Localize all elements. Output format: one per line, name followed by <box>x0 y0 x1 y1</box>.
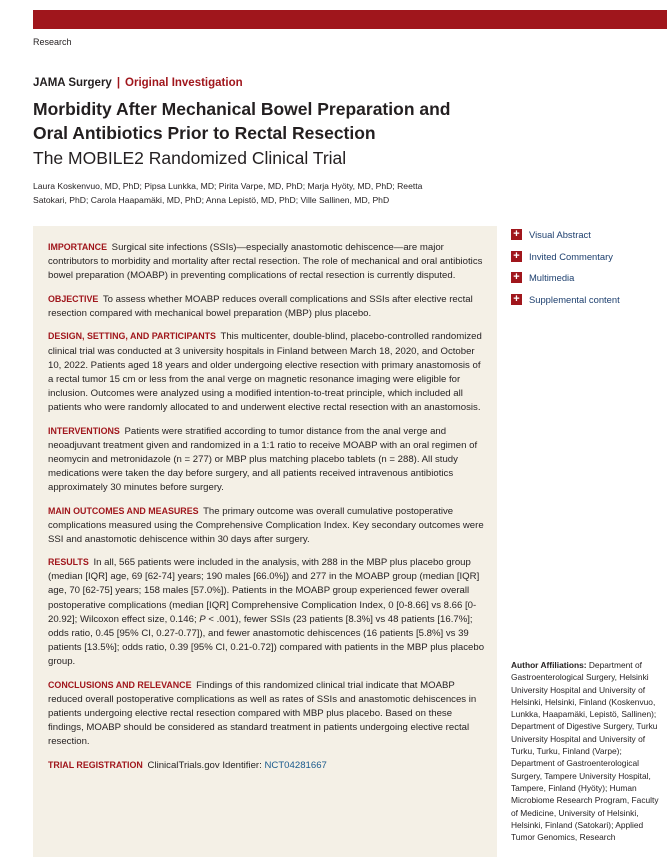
abstract-text: < .001), fewer SSIs (23 patients [8.3%] vs 48 patients [16.7%]; odds ratio, 0.45 [95% CI, 0.27-0.77]), and fewer anastomotic dehiscences (16 patients [5.8%] vs 39 patients [13.5%]; odds ratio, 0.39 [95% CI, 0.21-0.72]) compared with patients in the MBP plus placebo group. <box>48 613 485 667</box>
abstract-heading: IMPORTANCE <box>48 242 107 252</box>
affiliations-heading: Author Affiliations: <box>511 660 587 670</box>
article-type: Original Investigation <box>125 77 243 89</box>
sidebar-link-supplemental-content[interactable] <box>511 289 667 311</box>
abstract-objective <box>48 292 485 321</box>
section-label: Research <box>33 37 72 47</box>
abstract-text: Findings of this randomized clinical trial indicate that MOABP reduced overall postoperative complications as well as rates of SSIs and anastomotic dehiscences in patients undergoing elective rectal resection compared with MBP plus placebo. Based on these findings, MOABP should be considered as standard treatment in patients undergoing elective rectal resection. <box>48 679 477 747</box>
author-affiliations <box>511 659 659 843</box>
abstract-registration <box>48 758 485 773</box>
article-subtitle: The MOBILE2 Randomized Clinical Trial <box>33 148 347 168</box>
abstract-design <box>48 329 485 415</box>
sidebar-link-visual-abstract[interactable] <box>511 224 667 246</box>
abstract-text: ClinicalTrials.gov Identifier: <box>147 759 265 771</box>
sidebar-links <box>511 224 667 310</box>
header-color-bar <box>33 10 667 29</box>
plus-icon: + <box>511 272 522 283</box>
journal-separator: | <box>116 77 121 89</box>
abstract-text: Surgical site infections (SSIs)—especially anastomotic dehiscence—are major contributors to morbidity and mortality after rectal resection. The role of mechanical and oral antibiotics bowel preparation (MOABP) in preventing complications of rectal resection is currently disputed. <box>48 242 483 282</box>
abstract-heading: DESIGN, SETTING, AND PARTICIPANTS <box>48 331 216 342</box>
author-list: Laura Koskenvuo, MD, PhD; Pipsa Lunkka, MD; Pirita Varpe, MD, PhD; Marja Hyöty, MD, PhD; Reetta Satokari, PhD; Carola Haapamäki, MD, PhD; Anna Lepistö, MD, PhD; Ville Sallinen, MD, PhD <box>33 181 423 205</box>
abstract-text: In all, 565 patients were included in the analysis, with 288 in the MBP plus placebo group (median [IQR] age, 69 [62-74] years; 190 males [66.0%]) and 277 in the MOABP group (median [IQR] age, 70 [62-75] years; 158 males [57.0%]). Patients in the MOABP group experienced fewer overall postoperative complications (median [IQR] Comprehensive Complication Index, 0 [0-8.66] vs 8.66 [0-20.92]; Wilcoxon effect size, 0.146; <box>48 557 480 625</box>
abstract-heading: INTERVENTIONS <box>48 425 120 436</box>
abstract-text: To assess whether MOABP reduces overall complications and SSIs after elective rectal resection compared with mechanical bowel preparation (MBP) plus placebo. <box>48 293 473 319</box>
abstract-conclusions <box>48 678 485 749</box>
abstract-box <box>33 226 497 857</box>
abstract-results <box>48 555 485 669</box>
abstract-heading: RESULTS <box>48 557 89 568</box>
plus-icon: + <box>511 294 522 305</box>
trial-registration-link[interactable]: NCT04281667 <box>264 759 327 771</box>
journal-name: JAMA Surgery <box>33 77 112 89</box>
abstract-heading: OBJECTIVE <box>48 293 99 304</box>
sidebar-link-label: Visual Abstract <box>529 229 591 241</box>
abstract-heading: CONCLUSIONS AND RELEVANCE <box>48 679 192 690</box>
sidebar-link-label: Invited Commentary <box>529 250 613 262</box>
sidebar-link-label: Multimedia <box>529 272 575 284</box>
abstract-text: Patients were stratified according to tumor distance from the anal verge and neoadjuvant treatment given and randomized in a 1:1 ratio to receive MOABP with an oral regimen of neomycin and metronidazole (n = 277) or MBP plus matching placebo tablets (n = 288). All study medications were taken the day before surgery, and all patients received intravenous antibiotics approximately 30 minutes before surgery. <box>48 425 478 493</box>
abstract-outcomes <box>48 504 485 547</box>
p-value-symbol: P <box>199 613 206 625</box>
article-title: Morbidity After Mechanical Bowel Preparation and Oral Antibiotics Prior to Rectal Resection <box>33 99 451 143</box>
abstract-content <box>48 240 485 781</box>
abstract-heading: MAIN OUTCOMES AND MEASURES <box>48 505 199 516</box>
abstract-heading: TRIAL REGISTRATION <box>48 759 143 770</box>
abstract-importance <box>48 240 485 283</box>
affiliations-text: Department of Gastroenterological Surgery, Helsinki University Hospital and University of Helsinki, Helsinki, Finland (Koskenvuo, Lunkka, Haapamäki, Lepistö, Sallinen); Department of Digestive Surgery, Turku University Hospital and University of Turku, Turku, Finland (Varpe); Department of Gastroenterological Surgery, Tampere University Hospital, Tampere, Finland (Hyöty); Human Microbiome Research Program, Faculty of Medicine, University of Helsinki, Helsinki, Finland (Satokari); Applied Tumor Genomics, Research <box>511 660 659 843</box>
plus-icon: + <box>511 251 522 262</box>
abstract-text: This multicenter, double-blind, placebo-controlled randomized clinical trial was conducted at 3 university hospitals in Finland between March 18, 2020, and October 10, 2022. Patients aged 18 years and older undergoing elective resection with primary anastomosis of a rectal tumor 15 cm or less from the anal verge on magnetic resonance imaging were eligible for inclusion. Outcomes were analyzed using a modified intention-to-treat principle, which included all patients who were randomly allocated to and underwent elective rectal resection with an anastomosis. <box>48 331 482 413</box>
sidebar-link-label: Supplemental content <box>529 293 620 305</box>
sidebar-link-multimedia[interactable] <box>511 267 667 289</box>
abstract-interventions <box>48 424 485 495</box>
journal-line <box>33 77 243 89</box>
plus-icon: + <box>511 229 522 240</box>
sidebar-link-invited-commentary[interactable] <box>511 246 667 268</box>
abstract-text: The primary outcome was overall cumulative postoperative complications measured using the Comprehensive Complication Index. Key secondary outcomes were SSI and anastomotic dehiscence within 30 days after surgery. <box>48 505 484 545</box>
